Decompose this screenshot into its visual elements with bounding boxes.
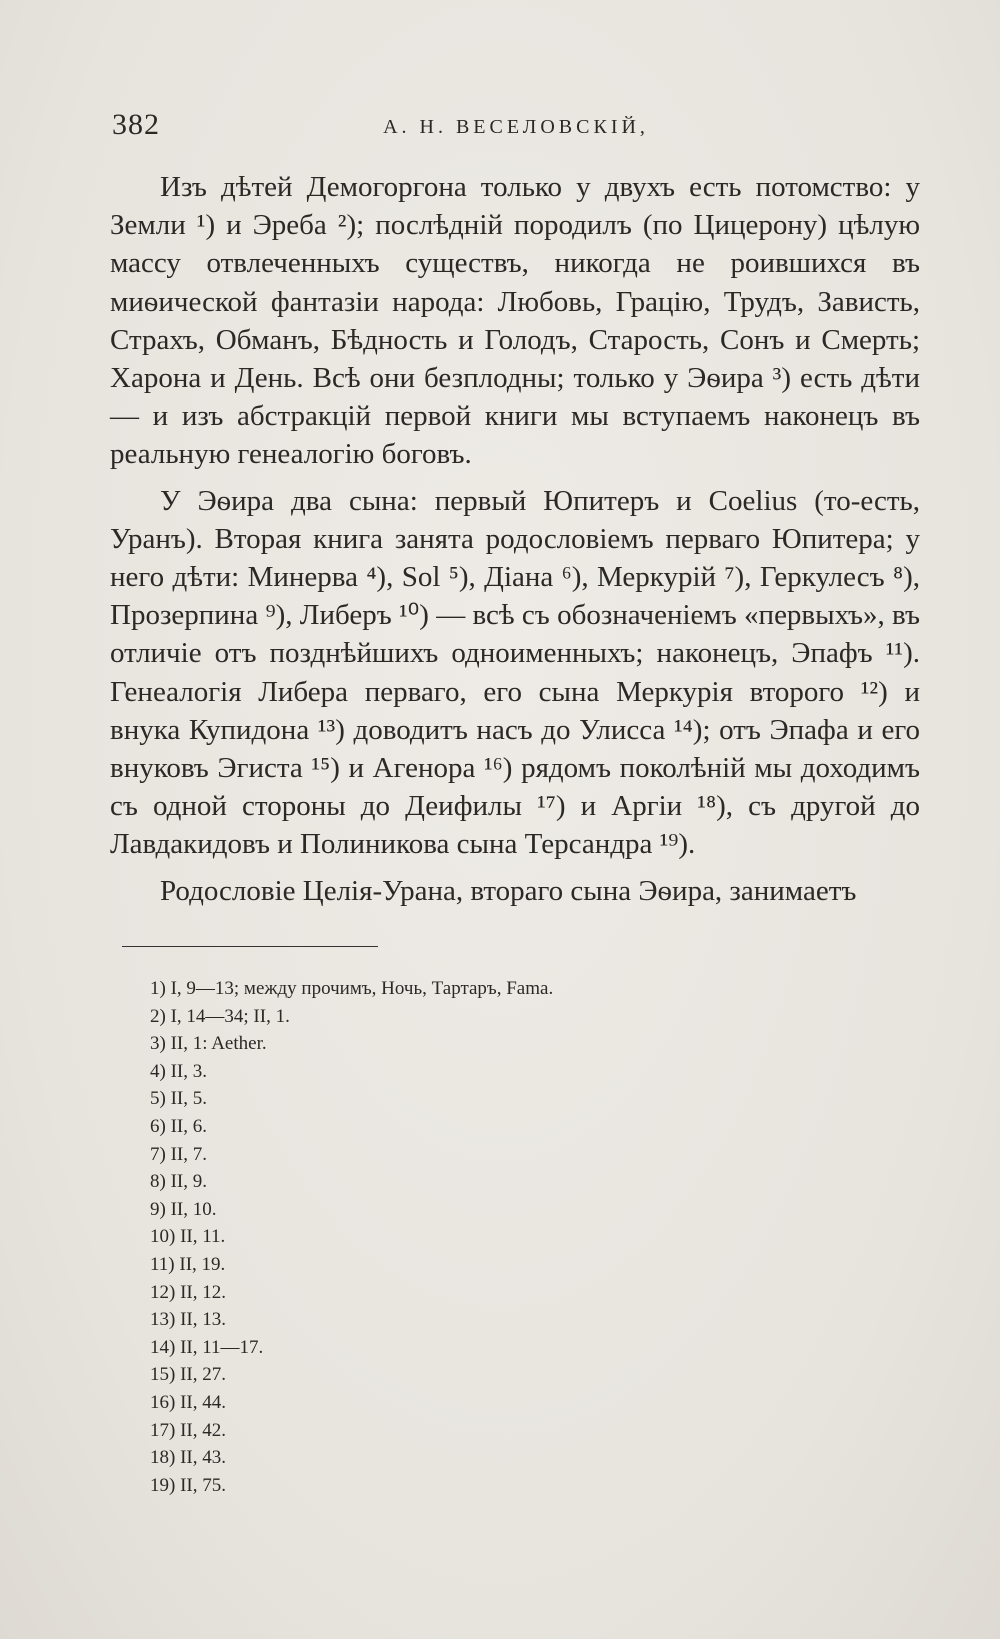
footnote: 16) II, 44. — [150, 1391, 226, 1413]
footnote: 6) II, 6. — [150, 1115, 207, 1137]
footnote: 13) II, 13. — [150, 1309, 226, 1331]
body-text — [110, 168, 920, 910]
footnote: 18) II, 43. — [150, 1447, 226, 1469]
running-head: А. Н. ВЕСЕЛОВСКІЙ, — [383, 116, 649, 138]
footnote: 11) II, 19. — [150, 1253, 226, 1275]
footnote: 12) II, 12. — [150, 1281, 226, 1303]
footnote: 1) I, 9—13; между прочимъ, Ночь, Тартаръ, Fama. — [150, 978, 554, 999]
paragraph: У Эѳира два сына: первый Юпитеръ и Coelius (то-есть, Уранъ). Вторая книга занята родословіемъ перваго Юпитера; у него дѣти: Минерва ⁴), Sol ⁵), Діана ⁶), Меркурій ⁷), Геркулесъ ⁸), Прозерпина ⁹), Либеръ ¹⁰) — всѣ съ обозначеніемъ «первыхъ», въ отличіе отъ позднѣйшихъ одноименныхъ; наконецъ, Эпафъ ¹¹). Генеалогія Либера перваго, его сына Меркурія второго ¹²) и внука Купидона ¹³) доводитъ насъ до Улисса ¹⁴); отъ Эпафа и его внуковъ Эгиста ¹⁵) и Агенора ¹⁶) рядомъ поколѣній мы доходимъ съ одной стороны до Деифилы ¹⁷) и Аргіи ¹⁸), съ другой до Лавдакидовъ и Полиникова сына Терсандра ¹⁹). — [110, 484, 920, 861]
footnote: 8) II, 9. — [150, 1171, 207, 1193]
footnote: 19) II, 75. — [150, 1474, 226, 1496]
footnote: 14) II, 11—17. — [150, 1336, 264, 1358]
footnote: 2) I, 14—34; II, 1. — [150, 1005, 290, 1027]
paragraph: Изъ дѣтей Демогоргона только у двухъ есть потомство: у Земли ¹) и Эреба ²); послѣдній породилъ (по Цицерону) цѣлую массу отвлеченныхъ существъ, никогда не роившихся въ миѳической фантазіи народа: Любовь, Грацію, Трудъ, Зависть, Страхъ, Обманъ, Бѣдность и Голодъ, Старость, Сонъ и Смерть; Харона и День. Всѣ они безплодны; только у Эѳира ³) есть дѣти — и изъ абстракцій первой книги мы вступаемъ наконецъ въ реальную генеалогію боговъ. — [110, 171, 920, 471]
footnote: 17) II, 42. — [150, 1419, 226, 1441]
footnote: 4) II, 3. — [150, 1060, 207, 1082]
footnote: 7) II, 7. — [150, 1143, 207, 1165]
footnote: 10) II, 11. — [150, 1226, 226, 1248]
page-number: 382 — [112, 108, 160, 141]
paragraph: Родословіе Целія-Урана, втораго сына Эѳира, занимаетъ — [160, 874, 857, 907]
footnote: 3) II, 1: Aether. — [150, 1033, 267, 1055]
footnotes — [150, 975, 850, 1499]
footnote-separator — [122, 946, 378, 947]
page-header — [112, 108, 920, 148]
footnote: 15) II, 27. — [150, 1364, 226, 1386]
footnote: 5) II, 5. — [150, 1088, 207, 1110]
footnote: 9) II, 10. — [150, 1198, 217, 1220]
